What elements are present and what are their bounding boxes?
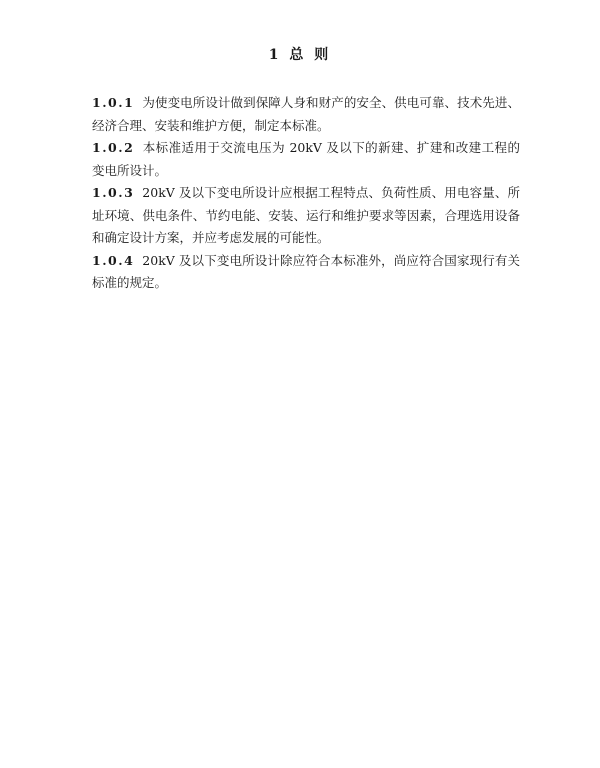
clause-number: 1.0.3 — [92, 185, 135, 200]
chapter-title: 1 总 则 — [268, 47, 332, 63]
clause-1-0-1 — [92, 92, 520, 137]
clause-text: 为使变电所设计做到保障人身和财产的安全、供电可靠、技术先进、经济合理、安装和维护方便，制定本标准。 — [92, 95, 520, 133]
clause-1-0-4 — [92, 250, 520, 295]
clause-number: 1.0.2 — [92, 140, 135, 155]
clause-text: 20kV 及以下变电所设计除应符合本标准外，尚应符合国家现行有关标准的规定。 — [92, 252, 520, 290]
clause-1-0-2 — [92, 137, 520, 182]
clause-number: 1.0.1 — [92, 95, 135, 110]
clause-text: 本标准适用于交流电压为 20kV 及以下的新建、扩建和改建工程的变电所设计。 — [92, 140, 520, 178]
clause-text: 20kV 及以下变电所设计应根据工程特点、负荷性质、用电容量、所址环境、供电条件、节约电能、安装、运行和维护要求等因素，合理选用设备和确定设计方案，并应考虑发展的可能性。 — [92, 185, 520, 245]
clause-list — [92, 92, 520, 295]
clause-number: 1.0.4 — [92, 252, 135, 268]
clause-1-0-3 — [92, 182, 520, 250]
